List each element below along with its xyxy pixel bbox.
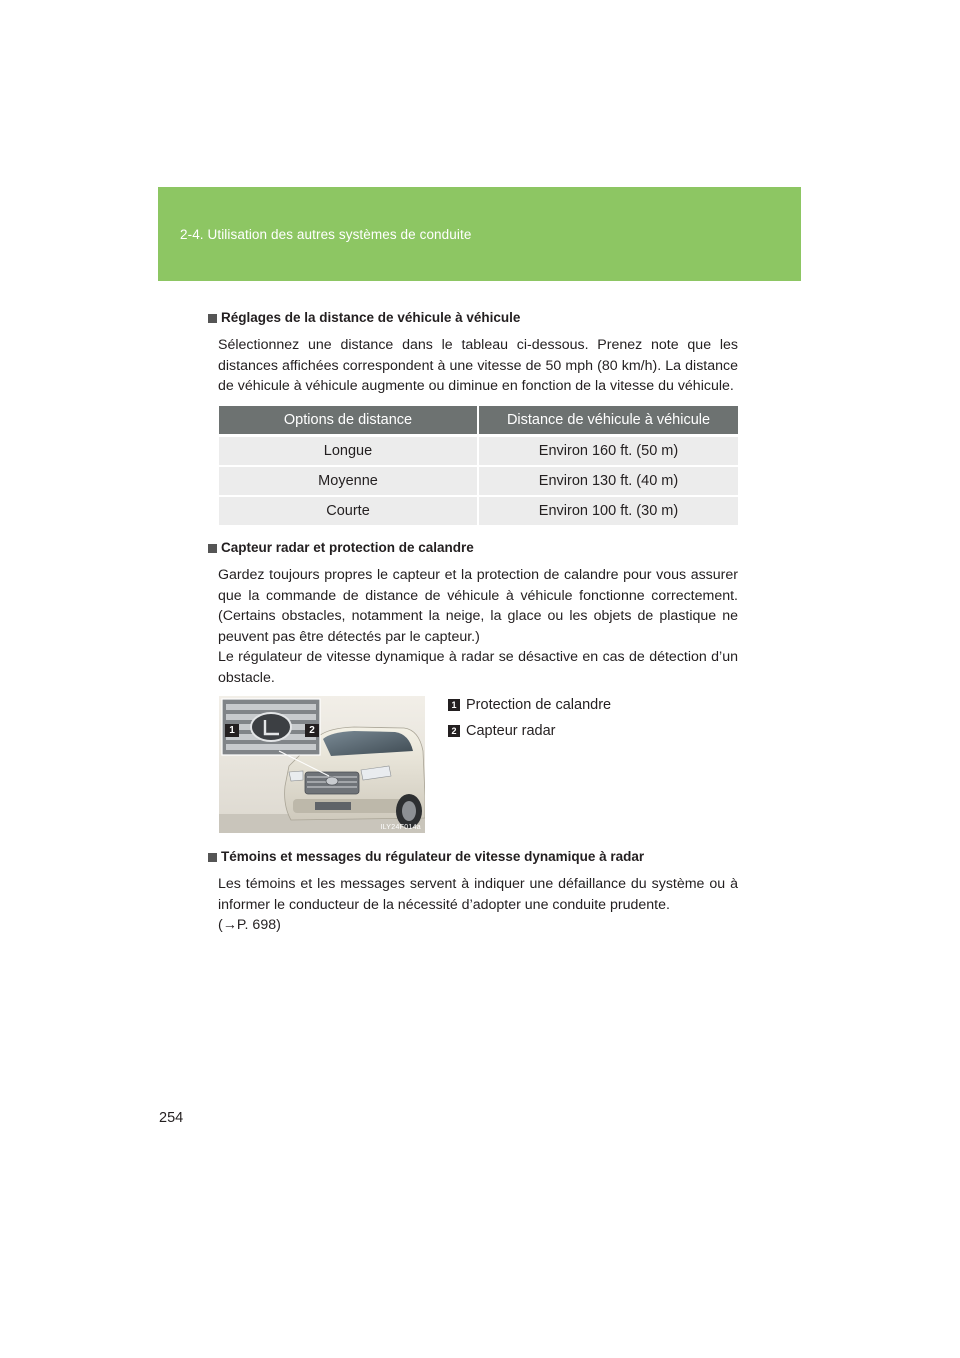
table-header-cell: Options de distance [219, 406, 479, 437]
callout-1: 1 [225, 724, 239, 737]
table-cell: Environ 160 ft. (50 m) [479, 437, 738, 467]
section-heading: Témoins et messages du régulateur de vitesse dynamique à radar [221, 849, 645, 864]
figure-legend [448, 692, 611, 744]
table-cell: Environ 130 ft. (40 m) [479, 467, 738, 497]
square-bullet-icon [208, 314, 217, 323]
section-paragraph: Le régulateur de vitesse dynamique à radar se désactive en cas de détection d’un obstacle. [218, 649, 738, 686]
legend-label: Protection de calandre [466, 697, 612, 713]
section-paragraph: Gardez toujours propres le capteur et la protection de calandre pour vous assurer que la commande de distance de véhicule à véhicule fonctionne correctement. (Certains obstacles, notamment la neige, la glace ou les objets de plastique ne peuvent pas être détectés par le capteur.) [218, 567, 738, 645]
section-radar-sensor [208, 539, 738, 688]
number-badge: 1 [448, 699, 460, 711]
square-bullet-icon [208, 544, 217, 553]
number-badge: 2 [448, 725, 460, 737]
table-cell: Moyenne [219, 467, 479, 497]
section-paragraph: Les témoins et les messages servent à indiquer une défaillance du système ou à informer le conducteur de la nécessité d’adopter une conduite prudente. [218, 876, 738, 913]
callout-2: 2 [305, 724, 319, 737]
table-row [219, 497, 738, 527]
table-row [219, 467, 738, 497]
chapter-title: 2-4. Utilisation des autres systèmes de conduite [180, 227, 472, 242]
section-heading: Capteur radar et protection de calandre [221, 540, 474, 555]
page-reference-link[interactable]: (→P. 698) [218, 917, 281, 933]
table-row [219, 437, 738, 467]
section-heading: Réglages de la distance de véhicule à véhicule [221, 310, 521, 325]
section-paragraph: Sélectionnez une distance dans le tableau ci-dessous. Prenez note que les distances affichées correspondent à une vitesse de 50 mph (80 km/h). La distance de véhicule à véhicule augmente ou diminue en fonction de la vitesse du véhicule. [218, 337, 738, 394]
table-cell: Longue [219, 437, 479, 467]
legend-item [448, 718, 611, 744]
distance-table [219, 406, 738, 527]
page-number: 254 [159, 1110, 184, 1126]
section-distance-settings [208, 309, 738, 397]
square-bullet-icon [208, 853, 217, 862]
vehicle-front-photo [219, 696, 425, 833]
legend-label: Capteur radar [466, 723, 556, 739]
table-cell: Courte [219, 497, 479, 527]
chapter-header [158, 187, 801, 281]
table-cell: Environ 100 ft. (30 m) [479, 497, 738, 527]
figure-code: ILY24F014a [380, 824, 421, 831]
legend-item [448, 692, 611, 718]
section-indicators [208, 848, 738, 936]
table-header-cell: Distance de véhicule à véhicule [479, 406, 738, 437]
